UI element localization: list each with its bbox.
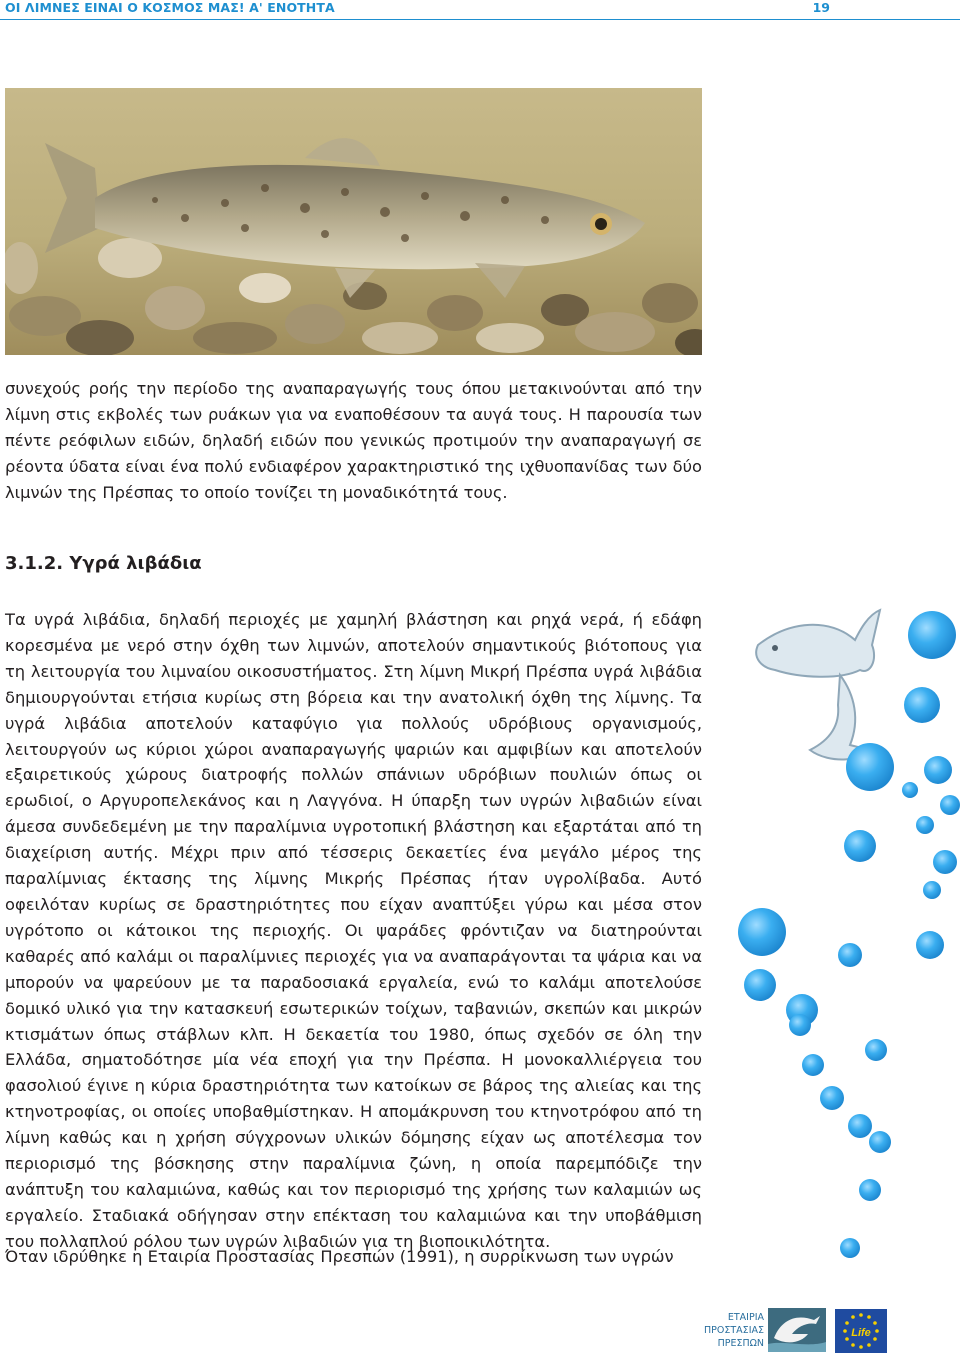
spp-logo bbox=[686, 1308, 826, 1352]
spp-logo-line-2: ΠΡΟΣΤΑΣΙΑΣ bbox=[704, 1325, 764, 1336]
spp-logo-text bbox=[686, 1311, 764, 1350]
life-logo-text: Life bbox=[851, 1327, 871, 1339]
fish-bubbles-decoration bbox=[720, 600, 960, 1300]
spp-logo-line-1: ΕΤΑΙΡΙΑ bbox=[727, 1312, 764, 1323]
page-header bbox=[0, 0, 960, 20]
spp-pelican-mark bbox=[768, 1308, 826, 1352]
body-paragraph-2: Τα υγρά λιβάδια, δηλαδή περιοχές με χαμηλή βλάστηση και ρηχά νερά, ή εδάφη κορεσμένα με νερό στην όχθη των λιμνών, αποτελούν σημαντικούς βιότοπους για τη λειτουργία του λιμναίου οικοσυστήματος. Στη λίμνη Μικρή Πρέσπα υγρά λιβάδια δημιουργούνται ετήσια κυρίως στη βόρεια και την ανατολική όχθη της λίμνης. Τα υγρά λιβάδια αποτελούν καταφύγιο για πολλούς υδρόβιους οργανισμούς, λειτουργούν ως κύριοι χώροι αναπαραγωγής ψαριών και αμφιβίων και αποτελούν εξαιρετικούς χώρους διατροφής πολλών σπάνιων υδρόβιων πουλιών όπως οι ερωδιοί, ο Αργυροπελεκάνος και η Λαγγόνα. Η ύπαρξη των υγρών λιβαδιών είναι άμεσα συνδεδεμένη με την παραλίμνια υγροτοπική βλάστηση και εξαρτάται από τη διαχείριση αυτής. Μέχρι πριν από τέσσερις δεκαετίες ένα μεγάλο μέρος της παραλίμνιας έκτασης της λίμνης Μικρής Πρέσπας ήταν υγρολίβαδα. Αυτό οφειλόταν κυρίως σε δραστηριότητες που είχαν αναπτύξει γύρω και μέσα στον υγρότοπο οι κάτοικοι της περιοχής. Οι ψαράδες φρόντιζαν να διατηρούνται καθαρές από καλάμι οι παραλίμνιες περιοχές για να αναπαράγονται τα ψάρια και να μπορούν να ψαρεύουν με τα παραδοσιακά εργαλεία, ενώ το καλάμι αποτελούσε δομικό υλικό για την κατασκευή εσωτερικών τοίχων, ταβανιών, σκεπών και μικρών κτισμάτων όπως στάβλων κλπ. Η δεκαετία του 1980, όπως σχεδόν σε όλη την Ελλάδα, σηματοδότησε μία νέα εποχή για την Πρέσπα. Η μονοκαλλιέργεια του φασολιού έγινε η κύρια δραστηριότητα των κατοίκων σε βάρος της αλιείας και της κτηνοτροφίας, οι οποίες υποβαθμίστηκαν. Η απομάκρυνση του κτηνοτρόφου από τη λίμνη καθώς και η χρήση σύγχρονων υλικών δόμησης είχαν ως αποτέλεσμα τον περιορισμό της βόσκησης στην παραλίμνια ζώνη, η οποία παρεμπόδιζε την ανάπτυξη του καλαμιώνα, καθώς και τον περιορισμό της χρήσης των καλαμιών ως εργαλείο. Σταδιακά οδήγησαν στην επέκταση του καλαμιώνα και την υποβάθμιση του πολλαπλού ρόλου των υγρών λιβαδιών για τη βιοποικιλότητα. bbox=[5, 610, 702, 1251]
body-paragraph-1: συνεχούς ροής την περίοδο της αναπαραγωγής τους όπου μετακινούνται από την λίμνη στις εκβολές των ρυάκων για να εναποθέσουν τα αυγά τους. Η παρουσία των πέντε ρεόφιλων ειδών, δηλαδή ειδών που γενικώς προτιμούν την αναπαραγωγή σε ρέοντα ύδατα είναι ένα πολύ ενδιαφέρον χαρακτηριστικό της ιχθυοπανίδας των δύο λιμνών της Πρέσπας το οποίο τονίζει τη μοναδικότητά τους. bbox=[5, 379, 702, 502]
fish-illustration bbox=[756, 610, 880, 759]
spp-logo-line-3: ΠΡΕΣΠΩΝ bbox=[717, 1338, 764, 1349]
trout-photo bbox=[5, 88, 702, 355]
page-number: 19 bbox=[812, 0, 830, 15]
running-header-title: ΟΙ ΛΙΜΝΕΣ ΕΙΝΑΙ Ο ΚΟΣΜΟΣ ΜΑΣ! Α' ΕΝΟΤΗΤΑ bbox=[5, 0, 335, 15]
eu-life-logo bbox=[835, 1309, 887, 1353]
body-paragraph-3: Όταν ιδρύθηκε η Εταιρία Προστασίας Πρεσπών (1991), η συρρίκνωση των υγρών bbox=[5, 1247, 674, 1266]
section-heading: 3.1.2. Υγρά λιβάδια bbox=[5, 553, 202, 574]
